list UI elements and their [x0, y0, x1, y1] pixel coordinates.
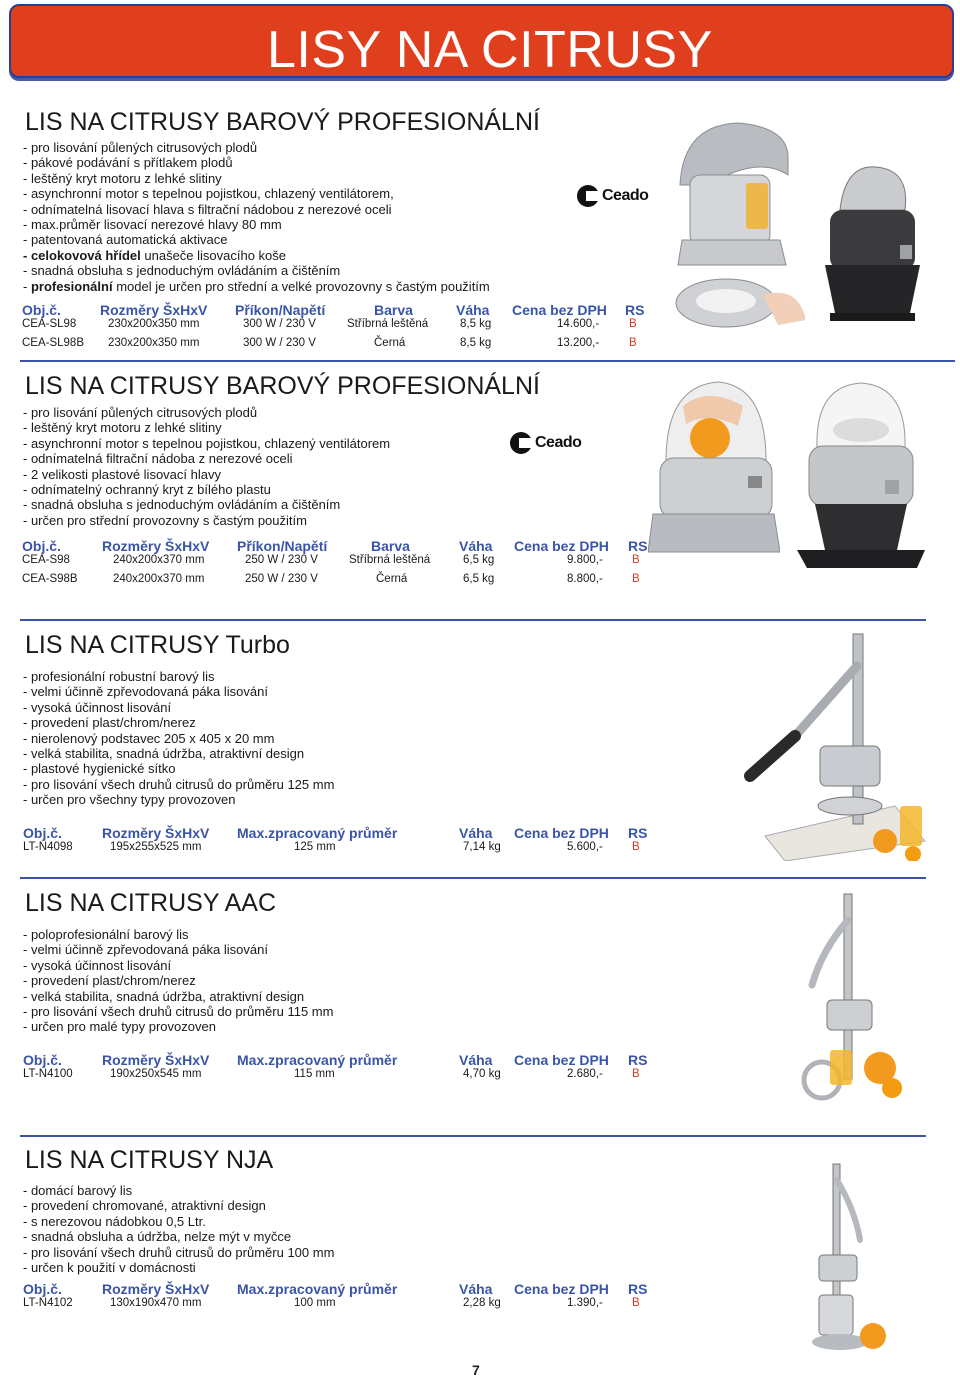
feature-text: - [23, 278, 31, 294]
feature-item: - pro lisování půlených citrusových plodů [23, 405, 258, 420]
feature-list [23, 405, 390, 528]
feature-item: - patentovaná automatická aktivace [23, 232, 228, 248]
table-cell: 300 W / 230 V [243, 318, 316, 330]
table-cell: 230x200x350 mm [108, 337, 200, 349]
col-header: Váha [459, 1052, 493, 1068]
table-cell: 4,70 kg [463, 1068, 501, 1080]
table-cell: 7,14 kg [463, 841, 501, 853]
table-cell: 240x200x370 mm [113, 573, 205, 585]
table-cell: Černá [376, 573, 408, 585]
ceado-logo-icon [577, 185, 599, 207]
col-header: Příkon/Napětí [237, 538, 328, 554]
feature-bold: profesionální [30, 278, 113, 294]
feature-item: - plastové hygienické sítko [23, 761, 176, 777]
table-cell: 125 mm [294, 841, 336, 853]
feature-text: model je určen pro střední a velké provozovny s častým použitím [112, 278, 490, 294]
table-cell: Stříbrná leštěná [349, 554, 431, 566]
col-header: Cena bez DPH [514, 1281, 609, 1297]
table-cell: LT-N4098 [23, 841, 73, 853]
col-header: Rozměry ŠxHxV [100, 302, 208, 318]
feature-item: - pro lisování všech druhů citrusů do průměru 115 mm [23, 1004, 334, 1020]
juicer-silver-cover-image [648, 366, 780, 558]
table-cell: LT-N4100 [23, 1068, 73, 1080]
feature-item: - velmi účinně zpřevodovaná páka lisování [23, 684, 268, 700]
table-cell: B [629, 337, 637, 349]
feature-item: - asynchronní motor s tepelnou pojistkou, chlazený ventilátorem [23, 435, 391, 451]
table-cell: 14.600,- [557, 318, 600, 330]
feature-item: - poloprofesionální barový lis [23, 927, 189, 942]
feature-item: - velmi účinně zpřevodovaná páka lisování [23, 942, 268, 958]
col-header: RS [628, 825, 648, 841]
feature-item: - snadná obsluha s jednoduchým ovládáním a čištěním [23, 263, 341, 279]
col-header: Obj.č. [22, 538, 61, 554]
section-title: LIS NA CITRUSY AAC [25, 889, 277, 917]
col-header: Cena bez DPH [512, 302, 607, 318]
feature-item: - odnímatelná lisovací hlava s filtrační nádobou z nerezové oceli [23, 201, 392, 217]
feature-item: - odnímatelná filtrační nádoba z nerezové oceli [23, 451, 293, 467]
col-header: Rozměry ŠxHxV [102, 538, 210, 554]
col-header: RS [628, 1052, 648, 1068]
feature-item: - velká stabilita, snadná údržba, atraktivní design [23, 746, 305, 762]
table-cell: Stříbrná leštěná [347, 318, 429, 330]
table-cell: CEA-S98B [22, 573, 78, 585]
table-cell: B [632, 554, 640, 566]
col-header: Rozměry ŠxHxV [102, 825, 210, 841]
col-header: Cena bez DPH [514, 825, 609, 841]
table-cell: 195x255x525 mm [110, 841, 202, 853]
col-header: Váha [456, 302, 490, 318]
section-title: LIS NA CITRUSY BAROVÝ PROFESIONÁLNÍ [25, 108, 540, 136]
table-cell: 300 W / 230 V [243, 337, 316, 349]
ceado-logo [510, 429, 581, 457]
table-cell: 2,28 kg [463, 1297, 501, 1309]
feature-item: - asynchronní motor s tepelnou pojistkou, chlazený ventilátorem, [23, 186, 394, 202]
feature-item: - pro lisování všech druhů citrusů do průměru 100 mm [23, 1244, 335, 1260]
ceado-logo [577, 182, 648, 210]
lever-juicer-nja-image [805, 1160, 895, 1355]
section-title: LIS NA CITRUSY Turbo [25, 631, 290, 659]
feature-item: - určen pro všechny typy provozoven [23, 792, 236, 808]
section-title: LIS NA CITRUSY BAROVÝ PROFESIONÁLNÍ [25, 372, 540, 400]
table-cell: Černá [374, 337, 406, 349]
table-cell: 130x190x470 mm [110, 1297, 202, 1309]
feature-list [23, 927, 333, 1035]
feature-item: - nierolenový podstavec 205 x 405 x 20 mm [23, 730, 275, 746]
col-header: Max.zpracovaný průměr [237, 825, 398, 841]
col-header: Obj.č. [23, 1052, 62, 1068]
table-cell: B [632, 841, 640, 853]
feature-item: - určen pro malé typy provozoven [23, 1019, 216, 1035]
feature-item: - leštěný kryt motoru z lehké slitiny [23, 170, 222, 186]
feature-item: - velká stabilita, snadná údržba, atraktivní design [23, 988, 305, 1004]
brand-name: Ceado [602, 187, 649, 204]
col-header: Příkon/Napětí [235, 302, 326, 318]
table-cell: LT-N4102 [23, 1297, 73, 1309]
table-cell: 1.390,- [567, 1297, 603, 1309]
table-cell: CEA-S98 [22, 554, 70, 566]
table-cell: 8,5 kg [460, 337, 492, 349]
juicer-black-image [805, 155, 935, 330]
section-title: LIS NA CITRUSY NJA [25, 1146, 274, 1174]
col-header: Barva [374, 302, 413, 318]
col-header: Obj.č. [23, 1281, 62, 1297]
feature-text: unašeče lisovacího koše [140, 247, 287, 263]
feature-item: - provedení plast/chrom/nerez [23, 715, 196, 731]
table-cell: 190x250x545 mm [110, 1068, 202, 1080]
section-divider [20, 360, 955, 362]
feature-item: - max.průměr lisovací nerezové hlavy 80 mm [23, 217, 282, 233]
table-cell: 230x200x350 mm [108, 318, 200, 330]
feature-item: - pro lisování půlených citrusových plodů [23, 140, 258, 155]
col-header: Váha [459, 825, 493, 841]
col-header: RS [628, 538, 648, 554]
table-cell: 8.800,- [567, 573, 603, 585]
col-header: Max.zpracovaný průměr [237, 1281, 398, 1297]
juicer-black-cover-image [785, 368, 935, 578]
lever-juicer-aac-image [792, 890, 907, 1105]
juicer-silver-image [668, 115, 808, 335]
table-cell: 240x200x370 mm [113, 554, 205, 566]
feature-bold: - celokovová hřídel [23, 247, 141, 263]
page-number: 7 [472, 1362, 480, 1378]
table-cell: 6,5 kg [463, 554, 495, 566]
title-banner [9, 4, 954, 78]
feature-item: - s nerezovou nádobkou 0,5 Ltr. [23, 1213, 206, 1229]
feature-item: - vysoká účinnost lisování [23, 699, 172, 715]
col-header: Cena bez DPH [514, 1052, 609, 1068]
ceado-logo-icon [510, 432, 532, 454]
table-cell: CEA-SL98 [22, 318, 77, 330]
col-header: Rozměry ŠxHxV [102, 1281, 210, 1297]
table-cell: 5.600,- [567, 841, 603, 853]
feature-item: - určen pro střední provozovny s častým použitím [23, 512, 307, 528]
col-header: Obj.č. [23, 825, 62, 841]
table-cell: 6,5 kg [463, 573, 495, 585]
feature-item: - 2 velikosti plastové lisovací hlavy [23, 466, 221, 482]
table-cell: 100 mm [294, 1297, 336, 1309]
page-title: LISY NA CITRUSY [267, 21, 713, 79]
feature-item: - vysoká účinnost lisování [23, 957, 172, 973]
table-cell: CEA-SL98B [22, 337, 85, 349]
table-cell: 115 mm [294, 1068, 335, 1080]
col-header: Rozměry ŠxHxV [102, 1052, 210, 1068]
col-header: RS [625, 302, 645, 318]
feature-item: - provedení plast/chrom/nerez [23, 973, 196, 989]
col-header: Váha [459, 538, 493, 554]
feature-item: - určen k použití v domácnosti [23, 1260, 196, 1276]
feature-list [23, 140, 490, 294]
table-cell: 2.680,- [567, 1068, 603, 1080]
feature-item: - snadná obsluha s jednoduchým ovládáním a čištěním [23, 497, 341, 513]
feature-item: - domácí barový lis [23, 1183, 133, 1198]
feature-item [23, 248, 490, 263]
section-divider [20, 619, 926, 621]
lever-juicer-turbo-image [735, 626, 930, 861]
section-divider [20, 877, 926, 879]
feature-item: - profesionální robustní barový lis [23, 669, 215, 684]
feature-item: - snadná obsluha a údržba, nelze mýt v myčce [23, 1229, 292, 1245]
col-header: Cena bez DPH [514, 538, 609, 554]
feature-list [23, 1183, 334, 1275]
feature-item: - leštěný kryt motoru z lehké slitiny [23, 420, 222, 436]
feature-item: - pro lisování všech druhů citrusů do průměru 125 mm [23, 776, 335, 792]
feature-item [23, 279, 490, 294]
table-cell: B [632, 1068, 640, 1080]
col-header: Obj.č. [22, 302, 61, 318]
col-header: Váha [459, 1281, 493, 1297]
table-cell: 9.800,- [567, 554, 603, 566]
section-divider [20, 1135, 926, 1137]
table-cell: 13.200,- [557, 337, 600, 349]
feature-list [23, 669, 334, 808]
feature-item: - provedení chromované, atraktivní design [23, 1198, 266, 1214]
table-cell: 8,5 kg [460, 318, 492, 330]
col-header: Max.zpracovaný průměr [237, 1052, 398, 1068]
col-header: Barva [371, 538, 410, 554]
feature-item: - odnímatelný ochranný kryt z bílého plastu [23, 482, 271, 498]
table-cell: 250 W / 230 V [245, 573, 318, 585]
table-cell: B [632, 1297, 640, 1309]
col-header: RS [628, 1281, 648, 1297]
brand-name: Ceado [535, 434, 582, 451]
table-cell: B [632, 573, 640, 585]
table-cell: 250 W / 230 V [245, 554, 318, 566]
feature-item: - pákové podávání s přítlakem plodů [23, 155, 233, 171]
table-cell: B [629, 318, 637, 330]
